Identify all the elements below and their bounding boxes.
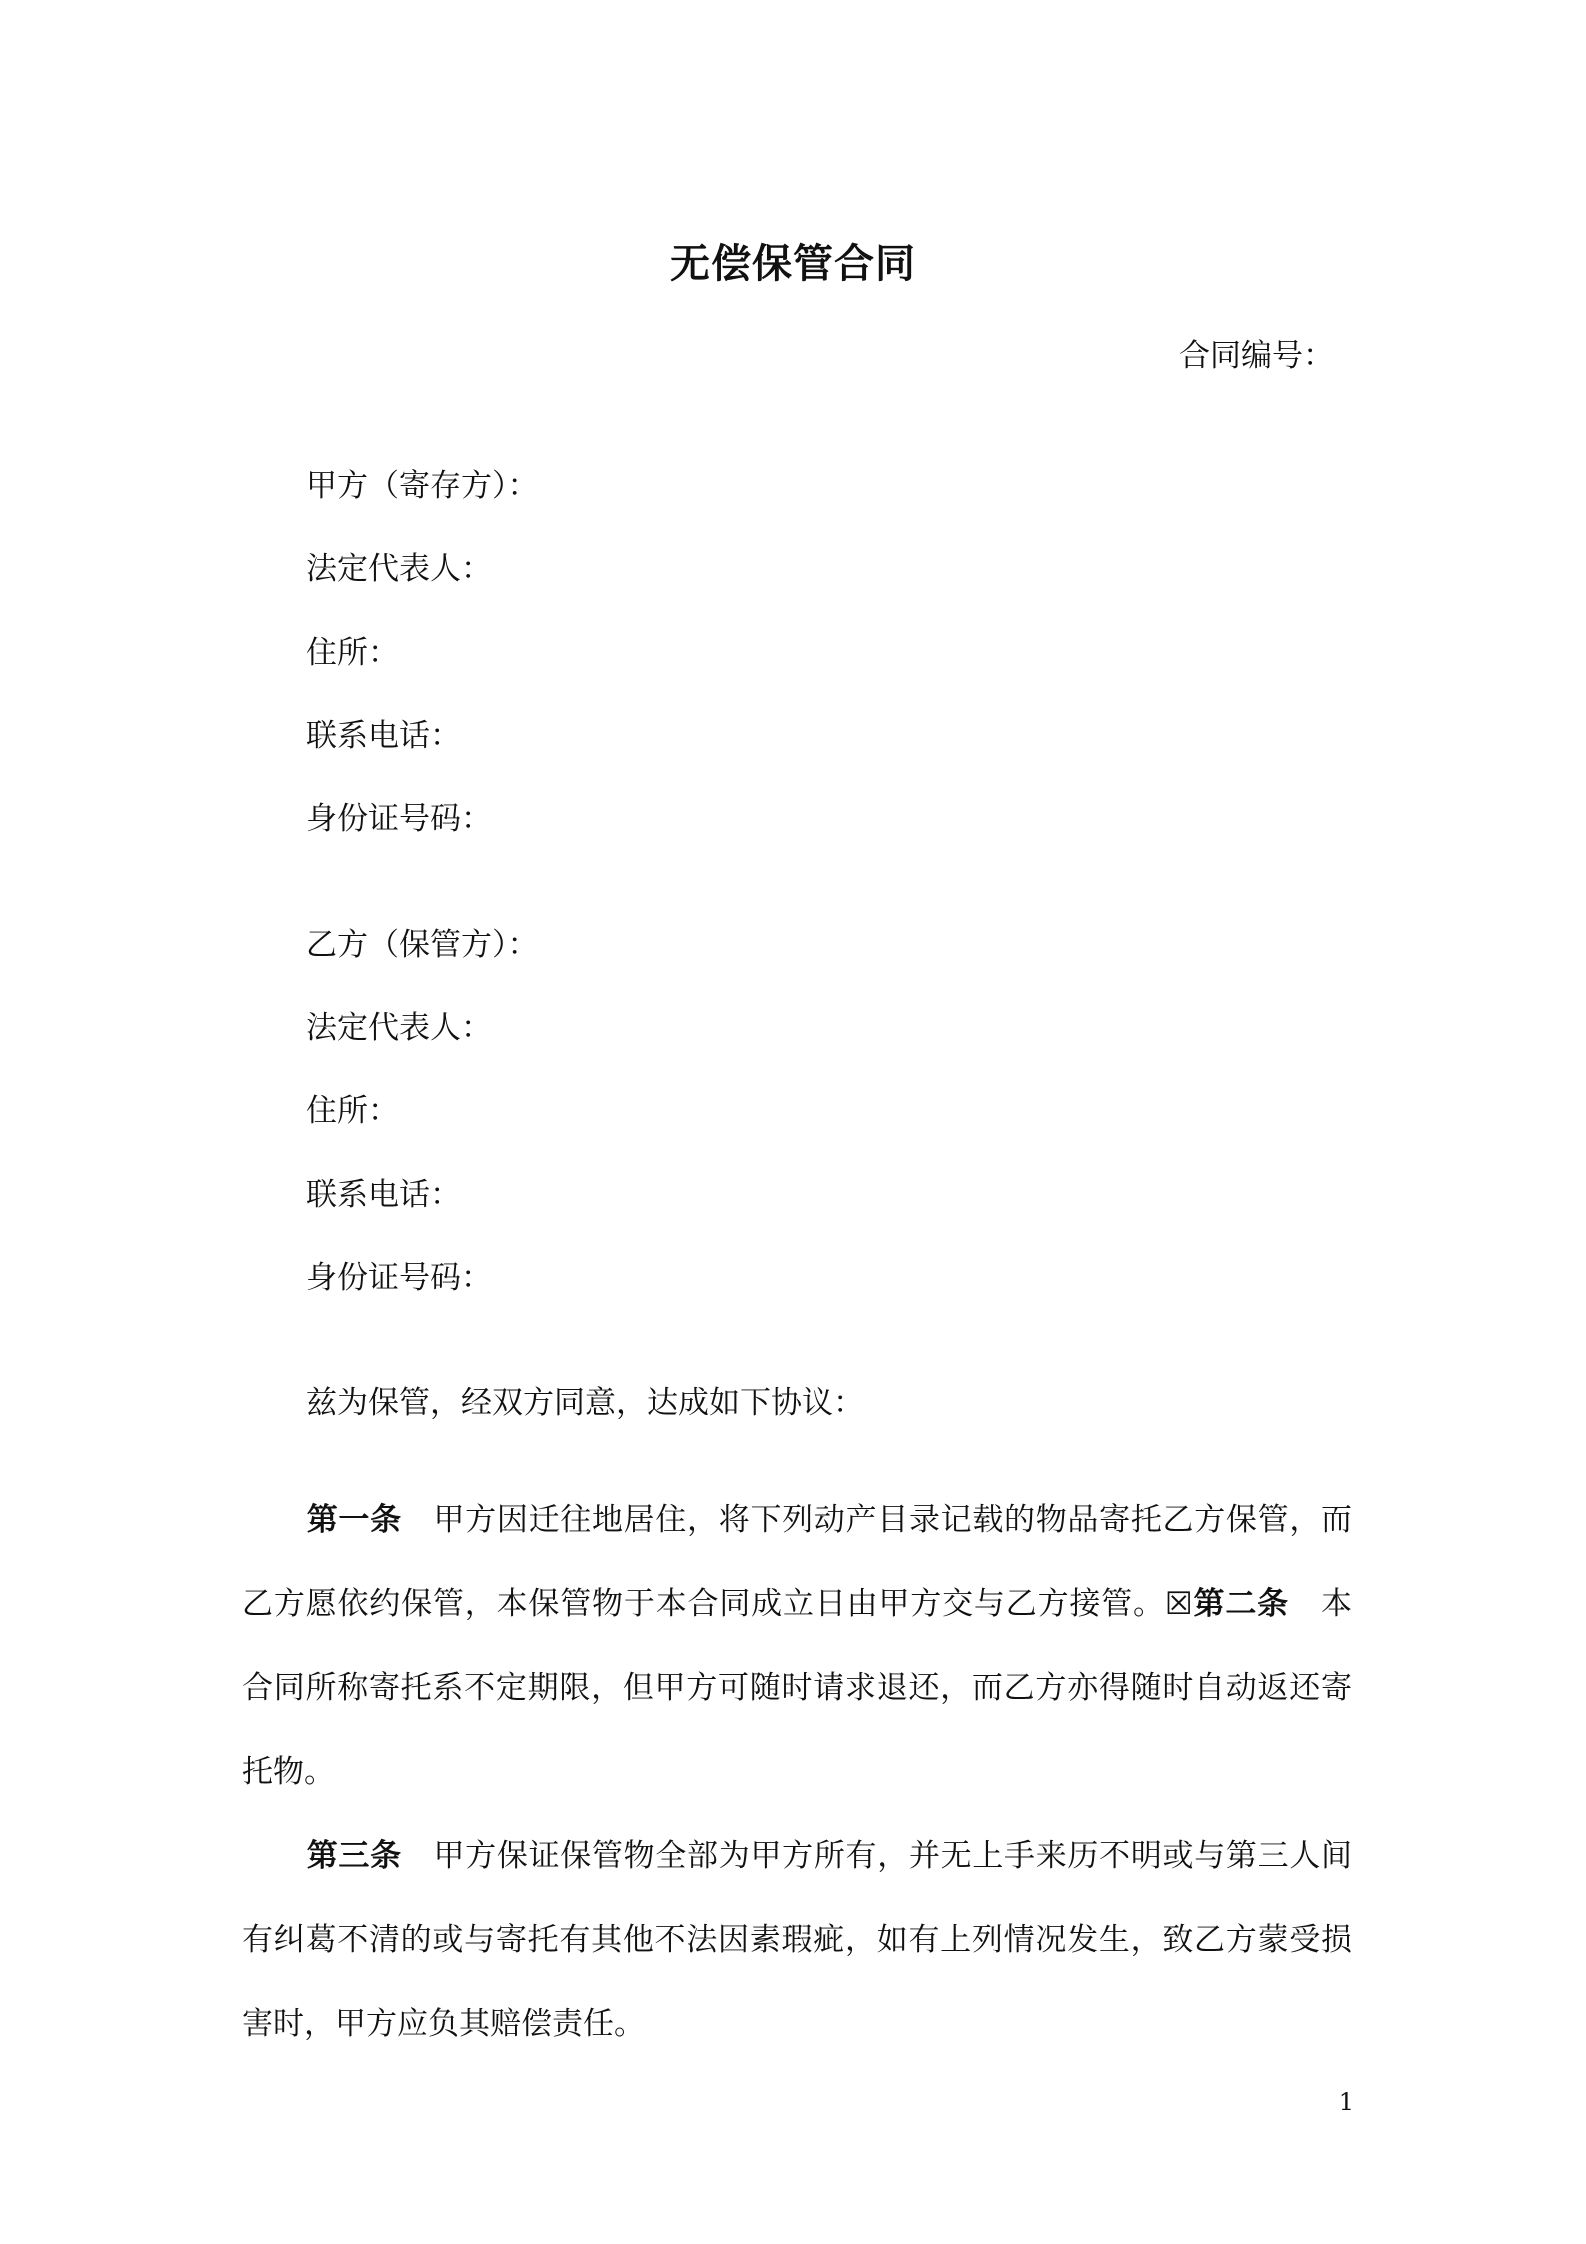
party-b-legal-rep: 法定代表人： [306,1010,492,1046]
preamble: 兹为保管，经双方同意，达成如下协议： [306,1385,864,1421]
article-3-text: 甲方保证保管物全部为甲方所有，并无上手来历不明或与第三人间有纠葛不清的或与寄托有其他不法因素瑕疵，如有上列情况发生，致乙方蒙受损害时，甲方应负其赔偿责任。 [242,1838,1353,2042]
document-title: 无偿保管合同 [670,241,916,287]
article-2-label: 第二条 [1192,1586,1289,1622]
party-a-address: 住所： [306,635,399,671]
party-a-id-number: 身份证号码： [306,801,492,837]
party-b-address: 住所： [306,1093,399,1129]
party-b-id-number: 身份证号码： [306,1260,492,1296]
page-number: 1 [1338,2088,1354,2116]
article-3-label: 第三条 [306,1838,402,1874]
article-1-label: 第一条 [306,1502,402,1538]
article-1-text: 甲方因迁往地居住，将下列动产目录记载的物品寄托乙方保管，而乙方愿依约保管，本保管物于本合同成立日由甲方交与乙方接管。 [242,1502,1353,1622]
party-b-heading: 乙方（保管方）： [306,927,539,963]
article-3-paragraph [242,1814,1352,2066]
contract-number-label: 合同编号： [1179,338,1334,374]
party-b-phone: 联系电话： [306,1177,461,1213]
party-a-phone: 联系电话： [306,718,461,754]
article-2-marker: ☒ [1164,1586,1193,1622]
article-1-2-paragraph [242,1478,1352,1814]
party-a-legal-rep: 法定代表人： [306,551,492,587]
party-a-heading: 甲方（寄存方）： [306,468,539,504]
article-2-text: 本合同所称寄托系不定期限，但甲方可随时请求退还，而乙方亦得随时自动返还寄托物。 [242,1586,1353,1790]
